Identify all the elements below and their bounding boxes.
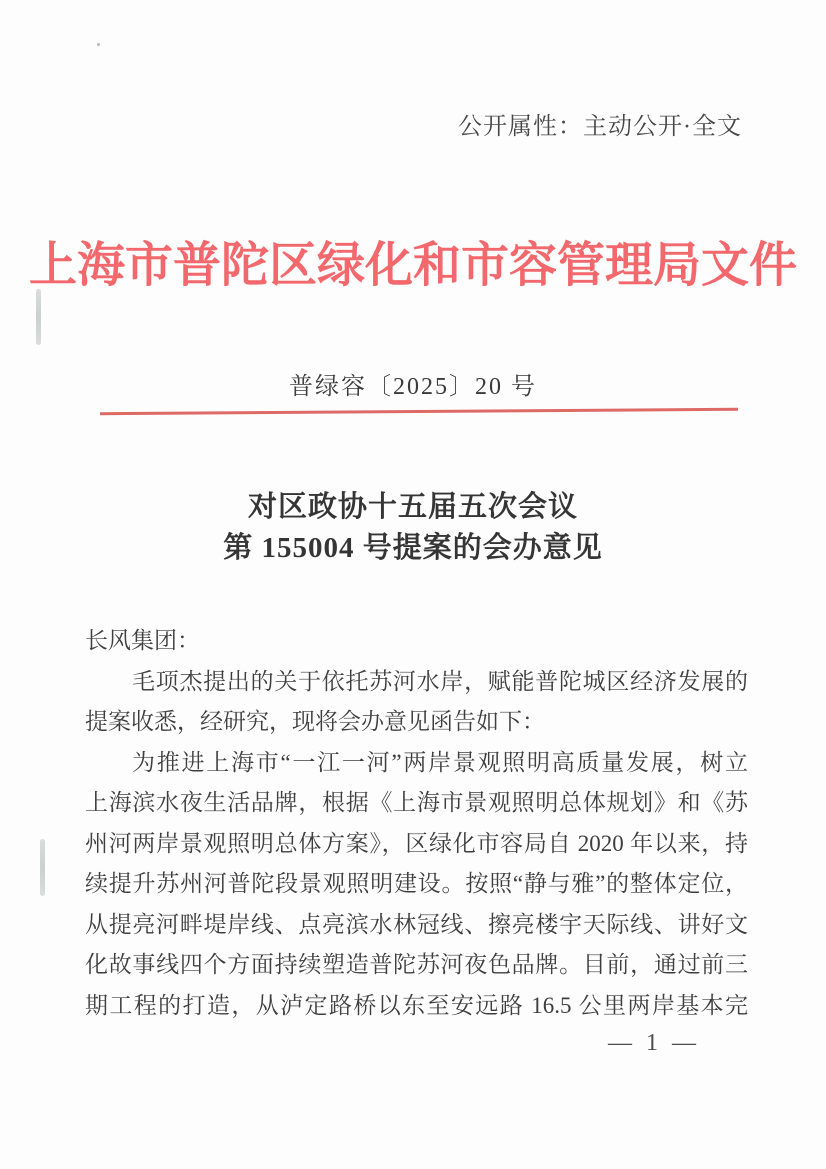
disclosure-attribute-label: 公开属性：主动公开·全文 (458, 114, 742, 140)
agency-letterhead-title: 上海市普陀区绿化和市容管理局文件 (28, 239, 797, 292)
document-title-line1: 对区政协十五届五次会议 (247, 491, 578, 523)
document-title (0, 487, 826, 569)
body-line: 化故事线四个方面持续塑造普陀苏河夜色品牌。目前，通过前三 (85, 952, 748, 977)
document-number: 普绿容〔2025〕20 号 (289, 374, 537, 400)
binding-mark-top (36, 289, 41, 345)
binding-mark-bottom (40, 839, 45, 896)
document-body (85, 621, 748, 1026)
scan-speck (97, 43, 100, 46)
salutation: 长风集团： (85, 628, 200, 653)
body-line: 期工程的打造，从泸定路桥以东至安远路 16.5 公里两岸基本完 (85, 992, 748, 1018)
document-title-line2: 第 155004 号提案的会办意见 (223, 532, 603, 564)
body-line: 上海滨水夜生活品牌，根据《上海市景观照明总体规划》和《苏 (85, 790, 748, 815)
body-line: 提案收悉，经研究，现将会办意见函告如下： (85, 709, 545, 734)
body-line: 毛项杰提出的关于依托苏河水岸，赋能普陀城区经济发展的 (132, 668, 748, 694)
page-number: — 1 — (608, 1030, 700, 1056)
body-line: 续提升苏州河普陀段景观照明建设。按照“静与雅”的整体定位， (85, 871, 748, 896)
red-divider-line (100, 408, 738, 415)
body-line: 州河两岸景观照明总体方案》，区绿化市容局自 2020 年以来，持 (85, 830, 748, 856)
body-line: 从提亮河畔堤岸线、点亮滨水林冠线、擦亮楼宇天际线、讲好文 (85, 911, 748, 937)
body-line: 为推进上海市“一江一河”两岸景观照明高质量发展，树立 (132, 749, 748, 775)
